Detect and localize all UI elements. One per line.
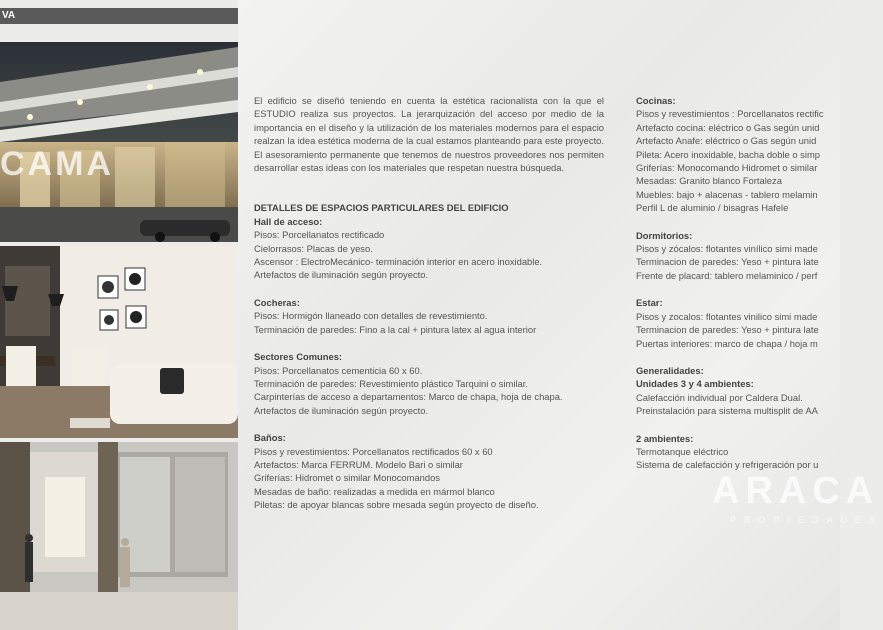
section-title-sectores-comunes: Sectores Comunes:: [254, 351, 343, 363]
spec-line: Cielorrasos: Placas de yeso.: [254, 242, 373, 254]
spec-line: Terminación de paredes: Fino a la cal + pintura latex al agua interior: [254, 323, 537, 335]
section-title-2-ambientes: 2 ambientes:: [636, 432, 694, 444]
spec-line: Pisos: Hormigón llaneado con detalles de revestimiento.: [254, 310, 488, 322]
spec-line: Pileta: Acero inoxidable, bacha doble o simp: [636, 148, 820, 160]
spec-line: Pisos: Porcellanatos cementicia 60 x 60.: [254, 364, 423, 376]
spec-line: Griferías: Hidromet o similar Monocomandos: [254, 472, 440, 484]
living-room-photo: [0, 246, 238, 438]
section-title-cocinas: Cocinas:: [636, 95, 676, 106]
spec-line: Terminación de paredes: Revestimiento plástico Tarquini o similar.: [254, 377, 528, 389]
spec-line: Artefactos de iluminación según proyecto.: [254, 404, 429, 416]
spec-line: Terminacion de paredes: Yeso + pintura late: [636, 324, 819, 336]
spec-line: Preinstalación para sistema multisplit de AA: [636, 405, 818, 417]
section-header-label: VA: [2, 10, 16, 21]
spec-line: Pisos: Porcellanatos rectificado: [254, 229, 385, 241]
photo-watermark: CAMA: [0, 145, 114, 183]
building-exterior-photo: [0, 42, 238, 242]
spec-line: Perfil L de aluminio / bisagras Hafele: [636, 202, 789, 214]
spec-line: Termotanque eléctrico: [636, 445, 729, 457]
right-text-column: [636, 94, 840, 472]
spec-line: Muebles: bajo + alacenas - tablero melamin: [636, 188, 818, 200]
section-title-dormitorios: Dormitorios:: [636, 229, 693, 241]
brand-watermark: ARACA: [712, 470, 880, 512]
intro-paragraph: El edificio se diseñó teniendo en cuenta la estética racionalista con la que el ESTUDIO realiza sus proyectos. La jerarquización del acceso por medio de la importancia en el diseño y la utilización de los materiales modernos para el espacio realzan la idea estética moderna de la cual estamos planteando para este proyecto. El asesoramiento permanente que tenemos de nuestros proveedores nos permiten desarrollar estas ideas con los materiales que respetan nuestra búsqueda.: [254, 95, 604, 174]
spec-line: Pisos y revestimientos : Porcellanatos rectific: [636, 108, 824, 120]
spec-line: Artefacto cocina: eléctrico o Gas según unid: [636, 121, 820, 133]
lobby-entrance-photo: [0, 442, 238, 630]
spec-line: Terminacion de paredes: Yeso + pintura late: [636, 256, 819, 268]
spec-line: Pisos y revestimientos: Porcellanatos rectificados 60 x 60: [254, 445, 493, 457]
spec-line: Sistema de calefacción y refrigeración por u: [636, 459, 819, 471]
spec-line: Puertas interiores: marco de chapa / hoja m: [636, 337, 818, 349]
section-title-banos: Baños:: [254, 432, 286, 444]
details-heading: DETALLES DE ESPACIOS PARTICULARES DEL EDIFICIO: [254, 202, 509, 214]
spec-line: Ascensor : ElectroMecánico- terminación interior en acero inoxidable.: [254, 256, 543, 268]
spec-line: Frente de placard: tablero melaminico / perf: [636, 269, 818, 281]
spec-line: Mesadas de baño: realizadas a medida en mármol blanco: [254, 485, 495, 497]
spec-line: Pisos y zocalos: flotantes vinilico simi made: [636, 310, 818, 322]
section-title-cocheras: Cocheras:: [254, 296, 300, 308]
spec-line: Griferías: Monocomando Hidromet o similar: [636, 162, 818, 174]
spec-line: Artefacto Anafe: eléctrico o Gas según unid: [636, 135, 817, 147]
section-title-hall: Hall de acceso:: [254, 215, 323, 227]
spec-line: Piletas: de apoyar blancas sobre mesada según proyecto de diseño.: [254, 499, 539, 511]
spec-line: Artefactos de iluminación según proyecto.: [254, 269, 429, 281]
section-title-unidades-3-4: Unidades 3 y 4 ambientes:: [636, 378, 754, 390]
spec-line: Calefacción individual por Caldera Dual.: [636, 391, 803, 403]
spec-line: Pisos y zócalos: flotantes vinílico simi made: [636, 243, 818, 255]
section-title-estar: Estar:: [636, 297, 663, 309]
brand-watermark-sub: PROPIEDADES: [730, 515, 883, 525]
section-header-bar: [0, 8, 238, 24]
left-text-column: [254, 94, 604, 512]
spec-line: Mesadas: Granito blanco Fortaleza: [636, 175, 782, 187]
spec-line: Artefactos: Marca FERRUM. Modelo Bari o similar: [254, 458, 463, 470]
section-title-generalidades: Generalidades:: [636, 364, 704, 376]
spec-line: Carpinterías de acceso a departamentos: Marco de chapa, hoja de chapa.: [254, 391, 563, 403]
